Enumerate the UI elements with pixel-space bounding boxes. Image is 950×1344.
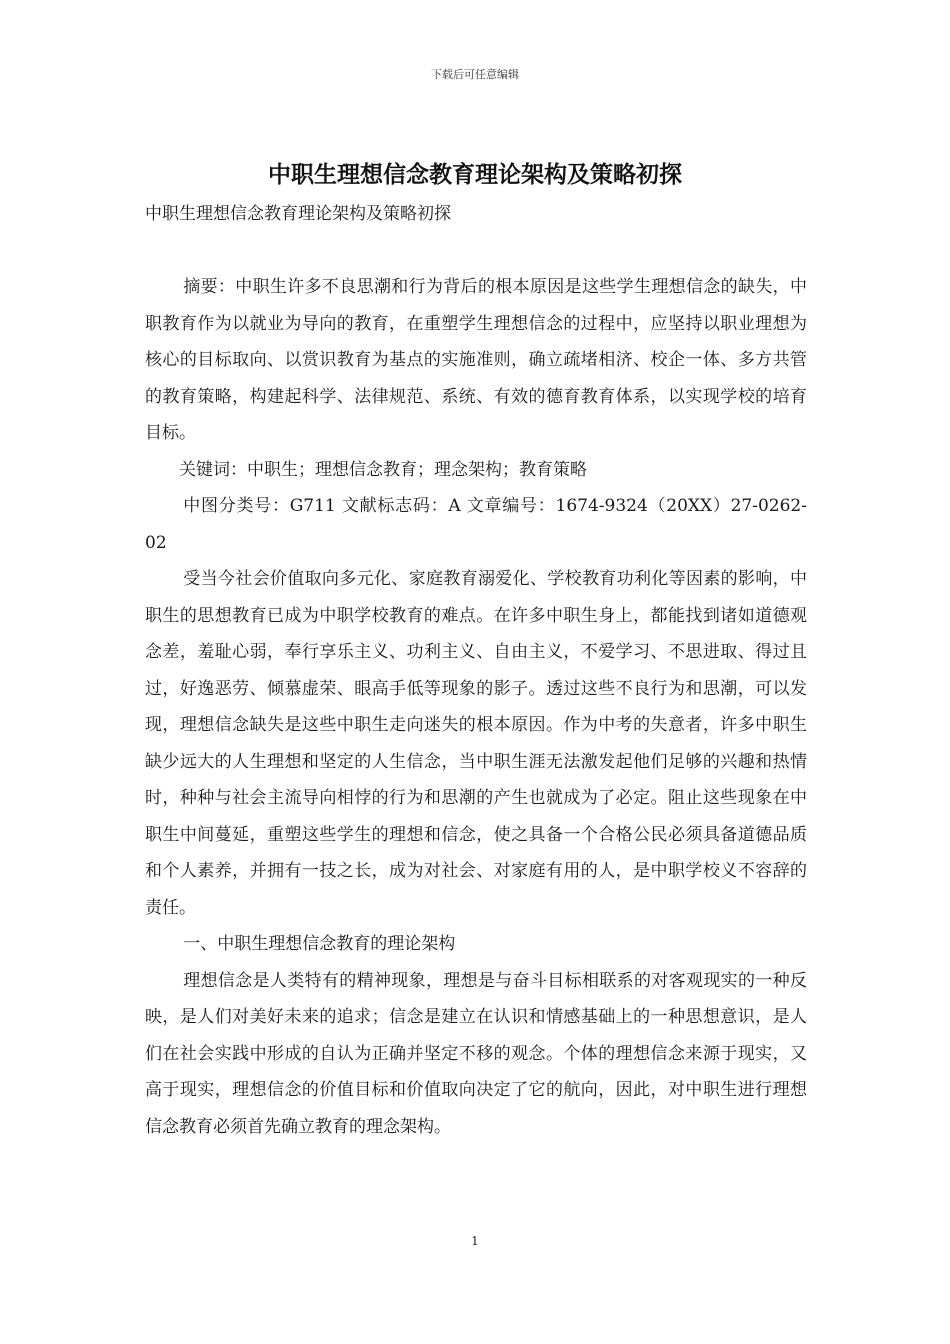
abstract-paragraph: 摘要：中职生许多不良思潮和行为背后的根本原因是这些学生理想信念的缺失，中职教育作为以就业为导向的教育，在重塑学生理想信念的过程中，应坚持以职业理想为核心的目标取向、以赏识教育为基点的实施准则，确立疏堵相济、校企一体、多方共管的教育策略，构建起科学、法律规范、系统、有效的德育教育体系，以实现学校的培育目标。 <box>145 277 807 443</box>
page-number: 1 <box>471 1234 479 1248</box>
section-heading: 一、中职生理想信念教育的理论架构 <box>183 934 456 954</box>
header-note: 下载后可任意编辑 <box>431 68 519 81</box>
document-body <box>145 196 807 1145</box>
document-title: 中职生理想信念教育理论架构及策略初探 <box>268 161 682 188</box>
body-paragraph-2: 理想信念是人类特有的精神现象，理想是与奋斗目标相联系的对客观现实的一种反映，是人们对美好未来的追求；信念是建立在认识和情感基础上的一种思想意识，是人们在社会实践中形成的自认为正确并坚定不移的观念。个体的理想信念来源于现实，又高于现实，理想信念的价值目标和价值取向决定了它的航向，因此，对中职生进行理想信念教育必须首先确立教育的理念架构。 <box>145 970 807 1137</box>
classification-line: 中图分类号：G711 文献标志码：A 文章编号：1674-9324（20XX）27-0262-02 <box>145 496 807 553</box>
body-paragraph-1: 受当今社会价值取向多元化、家庭教育溺爱化、学校教育功利化等因素的影响，中职生的思想教育已成为中职学校教育的难点。在许多中职生身上，都能找到诸如道德观念差，羞耻心弱，奉行享乐主义、功利主义、自由主义，不爱学习、不思进取、得过且过，好逸恶劳、倾慕虚荣、眼高手低等现象的影子。透过这些不良行为和思潮，可以发现，理想信念缺失是这些中职生走向迷失的根本原因。作为中考的失意者，许多中职生缺少远大的人生理想和坚定的人生信念，当中职生涯无法激发起他们足够的兴趣和热情时，种种与社会主流导向相悖的行为和思潮的产生也就成为了必定。阻止这些现象在中职生中间蔓延，重塑这些学生的理想和信念，使之具备一个合格公民必须具备道德品质和个人素养，并拥有一技之长，成为对社会、对家庭有用的人，是中职学校义不容辞的责任。 <box>145 569 807 918</box>
keywords-line: 关键词：中职生；理想信念教育；理念架构；教育策略 <box>179 459 587 480</box>
blank-line <box>145 233 807 270</box>
document-subtitle: 中职生理想信念教育理论架构及策略初探 <box>145 204 451 224</box>
